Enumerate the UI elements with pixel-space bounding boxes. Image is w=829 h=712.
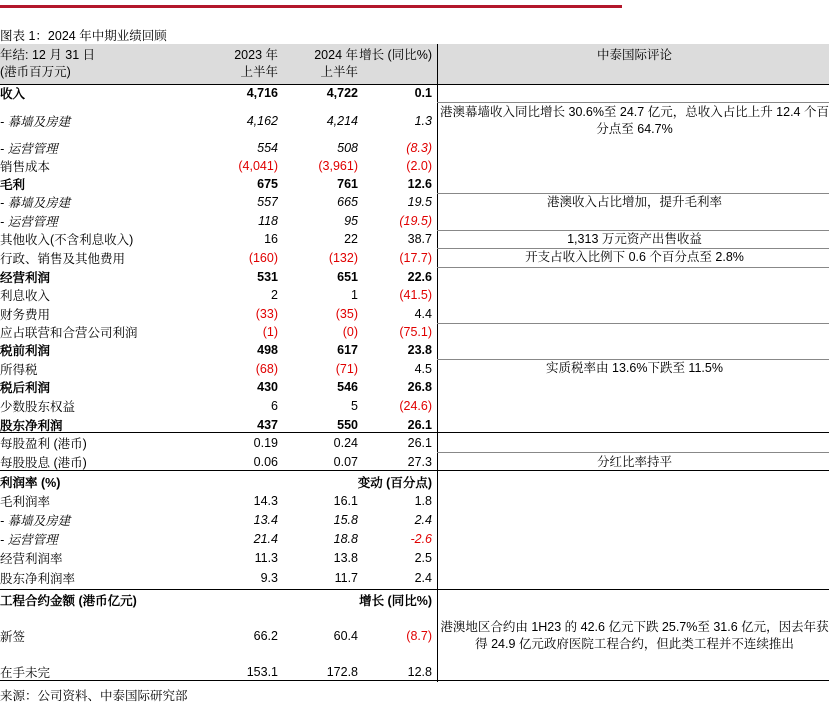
header-col0 <box>0 47 95 81</box>
value-growth: 4.5 <box>414 361 432 376</box>
value-growth: 22.6 <box>407 269 432 284</box>
table-row <box>0 175 829 193</box>
row-label: 股东净利润 <box>0 418 63 433</box>
value-2024: 16.1 <box>333 494 358 508</box>
row-label: 财务费用 <box>0 307 51 322</box>
value-2023: 531 <box>257 269 278 284</box>
header-2023: 2023 年 <box>234 48 278 62</box>
table-row <box>0 510 829 529</box>
table-row <box>0 529 829 548</box>
table-row <box>0 211 829 230</box>
value-2023: 2 <box>271 288 278 302</box>
value-2023: 498 <box>257 343 278 357</box>
value-growth: 27.3 <box>407 455 432 469</box>
comment-text: 港澳幕墙收入同比增长 30.6%至 24.7 亿元，总收入占比上升 12.4 个百分点至 64.7% <box>440 104 829 136</box>
value-2024: 761 <box>337 177 358 191</box>
row-separator <box>0 589 829 590</box>
value-2024: 508 <box>337 141 358 155</box>
row-label: - 幕墙及房建 <box>0 196 71 210</box>
value-2024: 60.4 <box>333 628 358 643</box>
row-label: - 幕墙及房建 <box>0 513 71 528</box>
value-growth: (19.5) <box>399 213 432 228</box>
value-2023: 13.4 <box>253 512 278 527</box>
value-growth: (8.7) <box>406 628 432 643</box>
value-growth: 0.1 <box>414 86 432 100</box>
value-growth: 26.1 <box>407 436 432 450</box>
header-fiscal-year: 年结: 12 月 31 日 <box>0 48 96 62</box>
row-label: 利润率 (%) <box>0 476 61 490</box>
row-label: 利息收入 <box>0 289 51 303</box>
top-accent-line <box>0 5 622 8</box>
value-growth: (17.7) <box>399 250 432 265</box>
value-2024: (0) <box>342 325 358 339</box>
value-2023: (33) <box>255 306 278 321</box>
value-2024: 172.8 <box>326 665 358 679</box>
value-2023: 118 <box>258 213 278 228</box>
row-label: 毛利 <box>0 178 26 192</box>
row-label: 收入 <box>0 87 26 101</box>
table-row <box>0 286 829 304</box>
row-separator <box>0 84 829 85</box>
value-2024: 617 <box>337 343 358 357</box>
value-2024: 11.7 <box>334 570 358 585</box>
row-label: 应占联营和合营公司利润 <box>0 326 138 340</box>
table-row <box>0 267 829 286</box>
row-label: 其他收入(不含利息收入) <box>0 233 134 247</box>
table-row <box>0 434 829 452</box>
value-growth: 19.5 <box>407 195 432 209</box>
value-growth: 23.8 <box>407 343 432 357</box>
table-row <box>0 341 829 359</box>
value-2023: 66.2 <box>253 628 278 643</box>
value-growth: (8.3) <box>406 141 432 155</box>
header-comment: 中泰国际评论 <box>596 48 672 62</box>
value-growth: 2.5 <box>414 550 432 565</box>
value-growth: 增长 (同比%) <box>359 593 432 608</box>
header-2023-half: 上半年 <box>240 65 278 79</box>
value-2023 <box>196 472 278 492</box>
value-growth: (41.5) <box>399 288 432 302</box>
table-row <box>0 567 829 588</box>
value-2023: (4,041) <box>238 159 278 173</box>
value-2023: 0.19 <box>253 436 278 450</box>
value-2024: 15.8 <box>333 512 358 527</box>
value-2023: 0.06 <box>253 455 278 469</box>
row-label: 股东净利润率 <box>0 571 76 586</box>
header-col1 <box>200 47 278 81</box>
value-2023: 4,716 <box>246 86 278 100</box>
value-2024: 0.07 <box>333 455 358 469</box>
value-2023: 4,162 <box>246 113 278 128</box>
table-row <box>0 472 829 492</box>
value-growth: (24.6) <box>399 398 432 413</box>
value-2023: 153.1 <box>246 665 278 679</box>
value-2023: 6 <box>271 398 278 413</box>
value-growth: 12.6 <box>407 177 432 191</box>
value-2023: 16 <box>264 232 278 246</box>
table-row <box>0 588 829 611</box>
header-2024: 2024 年 <box>314 48 358 62</box>
value-2024: (132) <box>328 250 358 265</box>
row-label: 毛利润率 <box>0 495 51 509</box>
row-separator <box>0 432 829 433</box>
table-row <box>0 304 829 323</box>
row-separator <box>0 680 829 681</box>
value-2023: 11.3 <box>254 550 278 565</box>
value-2024: 4,214 <box>326 113 358 128</box>
row-label: 每股股息 (港币) <box>0 456 87 470</box>
row-label: 经营利润率 <box>0 551 63 566</box>
comment-separator <box>437 323 829 324</box>
value-2023: 14.3 <box>253 494 278 508</box>
value-2024: 18.8 <box>333 531 358 546</box>
value-growth: 26.1 <box>407 417 432 432</box>
row-label: 在手未完 <box>0 666 51 680</box>
header-2024-half: 上半年 <box>320 65 358 79</box>
comment-text: 开支占收入比例下 0.6 个百分点至 2.8% <box>525 250 744 264</box>
row-label: 销售成本 <box>0 160 51 174</box>
value-2024: 651 <box>337 269 358 284</box>
value-growth: 2.4 <box>414 570 432 585</box>
value-2024: 4,722 <box>326 86 358 100</box>
value-2023: 554 <box>257 141 278 155</box>
value-2024: 546 <box>337 380 358 394</box>
value-growth: (75.1) <box>399 325 432 339</box>
value-growth: 1.8 <box>414 494 432 508</box>
table-row <box>0 157 829 175</box>
value-2024: 0.24 <box>333 436 358 450</box>
row-label: 所得税 <box>0 362 38 377</box>
value-2024: 550 <box>337 417 358 432</box>
value-2023: 9.3 <box>260 570 278 585</box>
value-2024: (3,961) <box>318 159 358 173</box>
value-2024 <box>278 472 358 492</box>
value-2024: 665 <box>337 195 358 209</box>
row-label: 每股盈利 (港币) <box>0 437 87 451</box>
comment-text: 实质税率由 13.6%下跌至 11.5% <box>546 361 723 375</box>
value-2024: (71) <box>335 361 358 376</box>
table-row <box>0 548 829 567</box>
value-2023: 557 <box>257 195 278 209</box>
table-row <box>0 323 829 341</box>
value-2023: 430 <box>257 380 278 394</box>
value-growth: (2.0) <box>406 159 432 173</box>
value-2023: 21.4 <box>253 531 278 546</box>
row-label: 税后利润 <box>0 381 51 395</box>
value-2023 <box>196 588 278 611</box>
row-label: - 运营管理 <box>0 214 58 229</box>
row-label: 工程合约金额 (港币亿元) <box>0 593 137 608</box>
value-2023: (68) <box>255 361 278 376</box>
value-growth: 26.8 <box>407 380 432 394</box>
value-growth: 4.4 <box>414 306 432 321</box>
comment-separator <box>437 267 829 268</box>
header-growth: 增长 (同比%) <box>359 48 432 62</box>
value-2024: 13.8 <box>333 550 358 565</box>
table-row <box>0 139 829 157</box>
row-label: 经营利润 <box>0 270 51 285</box>
comment-text: 港澳收入占比增加，提升毛利率 <box>546 195 722 209</box>
row-label: 行政、销售及其他费用 <box>0 251 126 266</box>
comment-text: 1,313 万元资产出售收益 <box>567 231 702 246</box>
value-2024: 95 <box>344 213 358 228</box>
table-row <box>0 492 829 510</box>
value-growth: 2.4 <box>414 512 432 527</box>
row-label: 税前利润 <box>0 344 51 358</box>
table-row <box>0 378 829 396</box>
value-2024: 22 <box>344 232 358 246</box>
comment-text: 分红比率持平 <box>596 454 672 469</box>
value-growth: 38.7 <box>407 232 432 246</box>
header-unit: (港币百万元) <box>0 65 71 79</box>
value-growth: 1.3 <box>414 113 432 128</box>
table-row <box>0 84 829 102</box>
value-2023: (1) <box>262 325 278 339</box>
value-growth: 12.8 <box>407 665 432 679</box>
value-2023: (160) <box>248 250 278 265</box>
value-growth: -2.6 <box>410 531 432 546</box>
value-2024: 1 <box>351 288 358 302</box>
row-label: 新签 <box>0 629 26 644</box>
table-row <box>0 396 829 415</box>
comment-text: 港澳地区合约由 1H23 的 42.6 亿元下跌 25.7%至 31.6 亿元，因去年获得 24.9 亿元政府医院工程合约，但此类工程并不连续推出 <box>440 619 829 651</box>
row-label: - 运营管理 <box>0 142 58 156</box>
value-2024: (35) <box>335 306 358 321</box>
row-label: - 运营管理 <box>0 532 58 547</box>
value-2023: 675 <box>257 177 278 191</box>
value-growth: 变动 (百分点) <box>358 476 432 490</box>
value-2023: 437 <box>257 417 278 432</box>
source-note: 来源：公司资料、中泰国际研究部 <box>0 689 188 703</box>
value-2024: 5 <box>351 398 358 413</box>
value-2024 <box>278 588 358 611</box>
table-title: 图表 1：2024 年中期业绩回顾 <box>0 29 167 43</box>
row-label: 少数股东权益 <box>0 399 76 414</box>
row-label: - 幕墙及房建 <box>0 114 71 129</box>
